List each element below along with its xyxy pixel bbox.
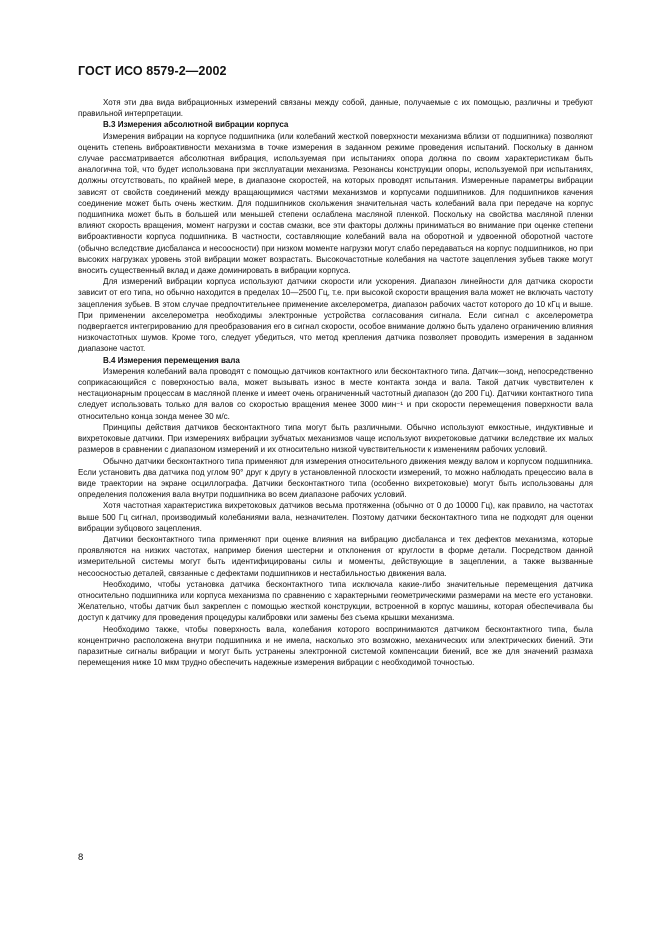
- document-header: ГОСТ ИСО 8579-2—2002: [78, 64, 227, 78]
- paragraph: Для измерений вибрации корпуса используют датчики скорости или ускорения. Диапазон линейности для датчика скорости зависит от его типа, но обычно находится в пределах 10—2500 Гц, т.е. при высокой скорости вращения вала может не включать частоту зацепления зубьев. В этом случае предпочтительнее применение акселерометра, диапазон рабочих частот которого до 10 кГц и выше. При применении акселерометра необходимы электронные устройства согласования сигнала. Если сигнал с акселерометра подвергается интегрированию для преобразования его в сигнал скорости, особое внимание должно быть удалено ограничению влияния низкочастотных шумов. Кроме того, следует убедиться, что метод крепления датчика позволяет проводить измерения в заданном диапазоне частот.: [78, 277, 593, 354]
- paragraph: Датчики бесконтактного типа применяют при оценке влияния на вибрацию дисбаланса и тех дефектов механизма, которые проявляются на низких частотах, например биения шестерни и отклонения от круглости в форме детали. Посредством данной измерительной системы могут быть идентифицированы силы и моменты, действующие в зацеплении, а также вызванные несоосностью деталей, связанные с дефектами подшипников и нестабильностью движения вала.: [78, 534, 593, 578]
- paragraph: Хотя частотная характеристика вихретоковых датчиков весьма протяженна (обычно от 0 до 10000 Гц), как правило, на частотах выше 500 Гц сигнал, производимый колебаниями вала, незначителен. Поэтому датчики бесконтактного типа не подходят для оценки вибрации зубцового зацепления.: [78, 501, 593, 533]
- paragraph: Измерения колебаний вала проводят с помощью датчиков контактного или бесконтактного типа. Датчик—зонд, непосредственно соприкасающийся с поверхностью вала, может вызывать износ в месте контакта зонда и вала. Такой датчик чувствителен к нестационарным процессам в масляной пленке и имеет очень ограниченный частотный диапазон (до 200 Гц). Датчики контактного типа следует использовать только для валов со скоростью вращения менее 3000 мин⁻¹ и при скорости перемещения поверхности вала относительно конца зонда менее 30 м/с.: [78, 366, 593, 421]
- section-heading-b3: В.3 Измерения абсолютной вибрации корпуса: [103, 120, 289, 130]
- document-body: [78, 97, 593, 668]
- paragraph: Необходимо также, чтобы поверхность вала, колебания которого воспринимаются датчиком бесконтактного типа, была концентрично расположена внутри подшипника и не имела, насколько это возможно, механических или электрических биений. Эти паразитные сигналы вибрации и могут быть устранены электронной системой компенсации биений, все же для значений размаха перемещения ниже 10 мкм трудно обеспечить надежные измерения вибрации с необходимой точностью.: [78, 624, 593, 668]
- paragraph: Необходимо, чтобы установка датчика бесконтактного типа исключала какие-либо значительные перемещения датчика относительно подшипника или корпуса механизма по сравнению с характерными геометрическими размерами на месте его установки. Желательно, чтобы датчик был закреплен с помощью жесткой конструкции, встроенной в корпус машины, которая обеспечивала бы доступ к датчику для проведения процедуры калибровки или замены без съема крышки механизма.: [78, 579, 593, 623]
- paragraph: Обычно датчики бесконтактного типа применяют для измерения относительного движения между валом и корпусом подшипника. Если установить два датчика под углом 90° друг к другу в установленной плоскости измерений, то можно наблюдать прецессию вала в виде траектории на экране осциллографа. Датчики бесконтактного типа (особенно вихретоковые) могут быть использованы для определения положения вала внутри подшипника во всем диапазоне рабочих условий.: [78, 456, 593, 500]
- paragraph: Хотя эти два вида вибрационных измерений связаны между собой, данные, получаемые с их помощью, различны и требуют правильной интерпретации.: [78, 98, 593, 119]
- page-number: 8: [78, 852, 84, 863]
- paragraph: Измерения вибрации на корпусе подшипника (или колебаний жесткой поверхности механизма вблизи от подшипника) позволяют оценить степень виброактивности механизма в точке измерения в заданном режиме проведения испытаний. Поскольку в данном случае рассматривается абсолютная вибрация, используемая при испытаниях опора должна по своим характеристикам быть аналогична той, что будет использована при эксплуатации механизма. Резонансы конструкции опоры, используемой при испытаниях, должны отсутствовать, по крайней мере, в диапазоне скоростей, на которых проводят испытания. Измеренные параметры вибрации зависят от свойств соединений между вращающимися частями механизмов и корпусами подшипников. Для подшипников качения соединение может быть очень жестким. Для подшипников скольжения значительная часть колебаний вала при передаче на корпус подшипника может быть в большей или меньшей степени ослаблена масляной пленкой. Поскольку на свойства масляной пленки влияют скорость вращения, момент нагрузки и состав смазки, все эти факторы должны приниматься во внимание при оценке степени виброактивности корпуса подшипника. В частности, составляющие колебаний вала на оборотной и удвоенной оборотной частоте (обычно вследствие дисбаланса и несоосности) при низком моменте нагрузки могут слабо передаваться на корпус подшипников, но при высоких нагрузках уровень этой вибрации может возрастать. Высокочастотные колебания на частоте зацепления зубьев также могут вносить существенный вклад и даже доминировать в вибрации корпуса.: [78, 131, 593, 276]
- section-heading-b4: В.4 Измерения перемещения вала: [103, 355, 240, 365]
- paragraph: Принципы действия датчиков бесконтактного типа могут быть различными. Обычно используют емкостные, индуктивные и вихретоковые датчики. При измерениях вибрации зубчатых механизмов чаще используют вихретоковые датчики вследствие их малых размеров в сравнении с диапазоном измерений и их относительно низкой чувствительности к изменениям рабочих условий.: [78, 422, 593, 455]
